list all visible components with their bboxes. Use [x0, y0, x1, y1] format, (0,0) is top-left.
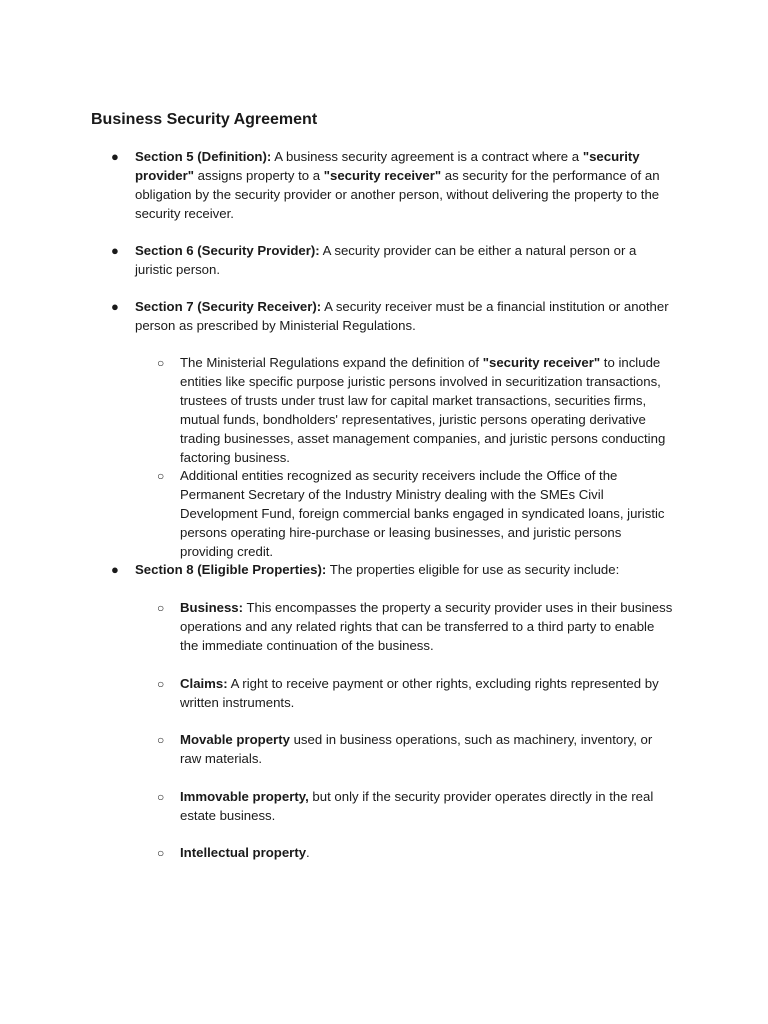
- list-item-section-8: [135, 561, 675, 580]
- hollow-bullet-icon: ○: [157, 469, 165, 483]
- document-title: Business Security Agreement: [91, 111, 318, 128]
- bullet-icon: ●: [111, 562, 119, 577]
- bullet-icon: ●: [111, 243, 119, 258]
- section-text: A security provider can be either a natural person or a juristic person.: [135, 243, 637, 277]
- sub-item-text: but only if the security provider operates directly in the real estate business.: [180, 789, 654, 823]
- section-text: as security for the performance of an obligation by the security provider or another person, without delivering the property to the security receiver.: [135, 167, 660, 221]
- emphasis-term: Immovable property,: [180, 789, 309, 804]
- hollow-bullet-icon: ○: [157, 733, 165, 747]
- sub-item-text: A right to receive payment or other rights, excluding rights represented by written instruments.: [180, 676, 659, 710]
- emphasis-term: "security receiver": [323, 167, 442, 183]
- sub-item-text: to include entities like specific purpose juristic persons involved in securitization transactions, trustees of trusts under trust law for capital market transactions, securities firms, mutual funds, bondholders' representatives, juristic persons operating derivative trading businesses, asset management companies, and juristic persons conducting factoring business.: [180, 355, 666, 465]
- list-item-section-6: [135, 242, 675, 280]
- section-heading: Section 5 (Definition):: [135, 149, 272, 164]
- sub-item-text: This encompasses the property a security provider uses in their business operations and any related rights that can be transferred to a third party to enable the immediate continuation of the business.: [180, 600, 673, 653]
- section-text: A security receiver must be a financial institution or another person as prescribed by Ministerial Regulations.: [135, 299, 669, 333]
- emphasis-term: Business:: [180, 600, 244, 615]
- sub-list-item-movable: [180, 731, 676, 769]
- section-text: The properties eligible for use as security include:: [326, 562, 620, 577]
- list-item-section-7: [135, 298, 675, 336]
- section-heading: Section 8 (Eligible Properties):: [135, 562, 327, 577]
- sub-item-text: The Ministerial Regulations expand the definition of: [180, 355, 483, 370]
- section-text: A business security agreement is a contract where a: [271, 149, 583, 164]
- sub-list-item: [180, 354, 676, 467]
- hollow-bullet-icon: ○: [157, 846, 165, 860]
- sub-list-item-immovable: [180, 788, 676, 826]
- section-heading: Section 7 (Security Receiver):: [135, 299, 322, 314]
- emphasis-term: Intellectual property: [180, 845, 307, 860]
- list-item-section-5: [135, 148, 675, 224]
- bullet-icon: ●: [111, 149, 119, 164]
- sub-item-text: used in business operations, such as machinery, inventory, or raw materials.: [180, 732, 653, 766]
- emphasis-term: "security provider": [135, 149, 640, 183]
- sub-list-item-claims: [180, 675, 676, 713]
- hollow-bullet-icon: ○: [157, 356, 165, 370]
- hollow-bullet-icon: ○: [157, 790, 165, 804]
- sub-list-item: [180, 467, 676, 562]
- hollow-bullet-icon: ○: [157, 601, 165, 615]
- bullet-icon: ●: [111, 299, 119, 314]
- emphasis-term: Movable property: [180, 732, 290, 747]
- sub-item-text: .: [306, 845, 310, 860]
- sub-list-item-business: [180, 599, 676, 656]
- emphasis-term: Claims:: [180, 676, 228, 691]
- sub-item-text: Additional entities recognized as security receivers include the Office of the Permanent Secretary of the Industry Ministry dealing with the SMEs Civil Development Fund, foreign commercial banks engaged in syndicated loans, juristic persons operating hire-purchase or leasing businesses, and juristic persons providing credit.: [180, 468, 665, 559]
- emphasis-term: "security receiver": [482, 355, 601, 370]
- section-heading: Section 6 (Security Provider):: [135, 243, 320, 258]
- sub-list-item-intellectual: [180, 844, 676, 863]
- hollow-bullet-icon: ○: [157, 677, 165, 691]
- section-text: assigns property to a: [194, 167, 324, 183]
